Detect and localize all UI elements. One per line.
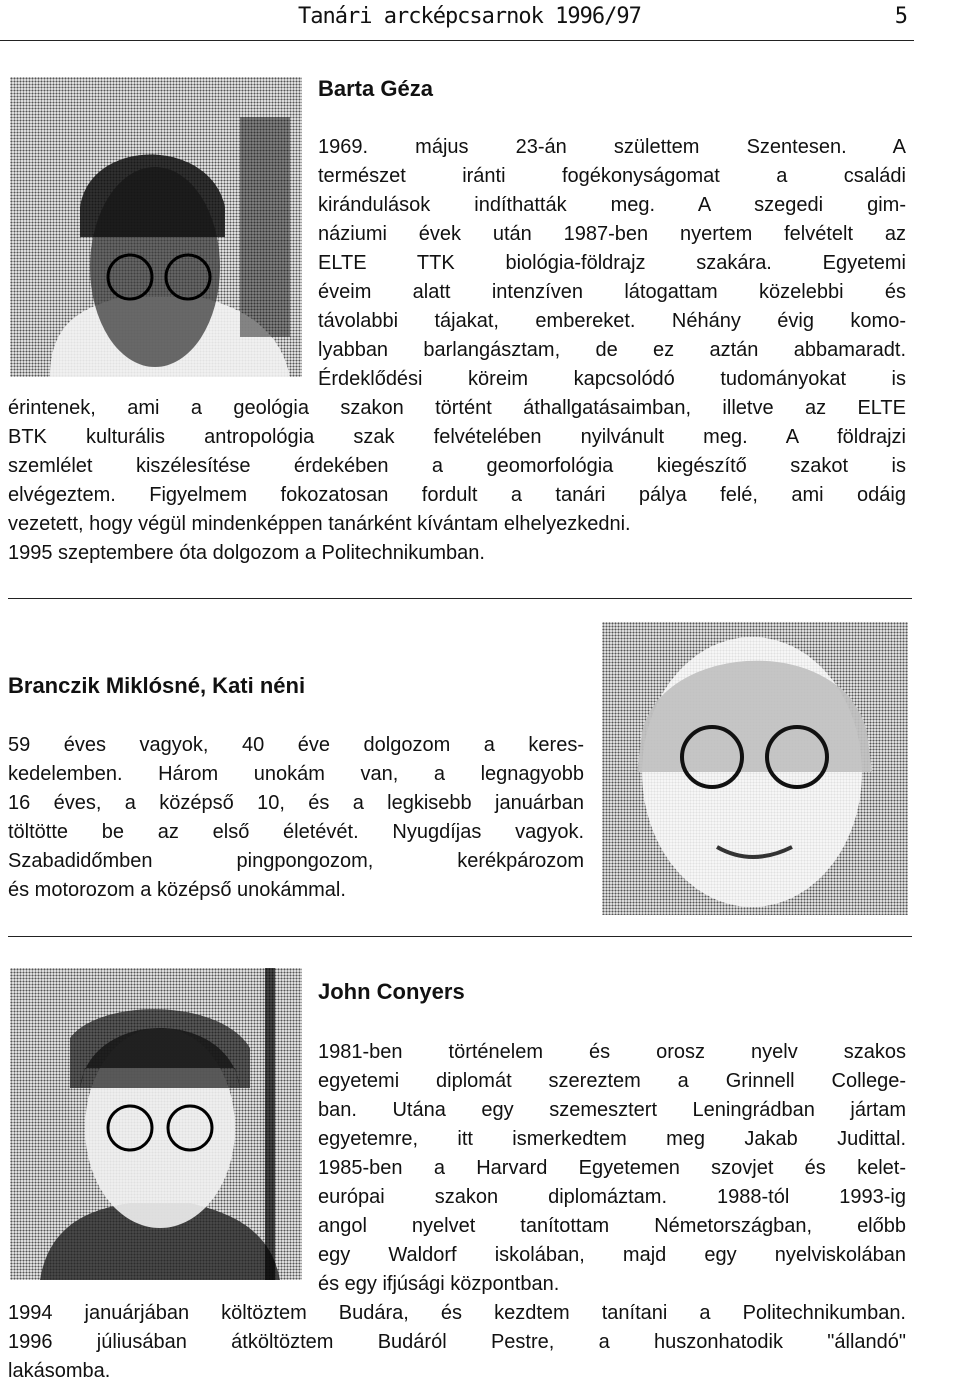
text-line: 16 éves, a középső 10, és a legkisebb januárban	[8, 792, 584, 814]
text-line: 1994 januárjában költöztem Budára, és kezdtem tanítani a Politechnikumban.	[8, 1302, 906, 1324]
text-line: ELTE TTK biológia-földrajz szakára. Egyetemi	[318, 252, 906, 274]
text-line: egy Waldorf iskolában, majd egy nyelviskolában	[318, 1244, 906, 1266]
section-name-branczik: Branczik Miklósné, Kati néni	[8, 673, 306, 698]
section-divider	[8, 598, 912, 599]
text-line: vezetett, hogy végül mindenképpen tanárként kívántam elhelyezkedni.	[8, 513, 631, 535]
text-line: 1969. május 23-án születtem Szentesen. A	[318, 136, 906, 158]
section-name-john-conyers: John Conyers	[318, 979, 465, 1004]
text-line: töltötte be az első életévét. Nyugdíjas vagyok.	[8, 821, 584, 843]
text-line: Érdeklődési köreim kapcsolódó tudományokat is	[318, 368, 906, 390]
running-header-title: Tanári arcképcsarnok 1996/97	[298, 4, 641, 29]
text-line: európai szakon diplomáztam. 1988-tól 1993-ig	[318, 1186, 906, 1208]
text-line: 59 éves vagyok, 40 éve dolgozom a keres-	[8, 734, 584, 756]
john-conyers-portrait-photo	[10, 968, 302, 1280]
text-line: egyetemre, itt ismerkedtem meg Jakab Judittal.	[318, 1128, 906, 1150]
text-line: 1981-ben történelem és orosz nyelv szakos	[318, 1041, 906, 1063]
text-line: és motorozom a középső unokámmal.	[8, 879, 346, 901]
portrait-silhouette	[10, 77, 302, 377]
section-name-barta-geza: Barta Géza	[318, 76, 433, 101]
text-line: és egy ifjúsági központban.	[318, 1273, 560, 1295]
text-line: kedelemben. Három unokám van, a legnagyobb	[8, 763, 584, 785]
text-line: távolabbi tájakat, embereket. Néhány évig komo-	[318, 310, 906, 332]
branczik-portrait-photo	[602, 622, 908, 915]
text-line: náziumi évek után 1987-ben nyertem felvételt az	[318, 223, 906, 245]
text-line: szemlélet kiszélesítése érdekében a geomorfológia kiegészítő szakot is	[8, 455, 906, 477]
portrait-silhouette	[602, 622, 908, 915]
text-line: éveim alatt intenzíven látogattam közelebbi és	[318, 281, 906, 303]
text-line: lakásomba.	[8, 1360, 111, 1382]
text-line: BTK kulturális antropológia szak felvételében nyilvánult meg. A földrajzi	[8, 426, 906, 448]
text-line: érintenek, ami a geológia szakon történt áthallgatásaimban, illetve az ELTE	[8, 397, 906, 419]
portrait-silhouette	[10, 968, 302, 1280]
text-line: Szabadidőmben pingpongozom, kerékpározom	[8, 850, 584, 872]
barta-geza-portrait-photo	[10, 77, 302, 377]
text-line: 1995 szeptembere óta dolgozom a Politechnikumban.	[8, 542, 485, 564]
text-line: 1996 júliusában átköltöztem Budáról Pestre, a huszonhatodik "állandó"	[8, 1331, 906, 1353]
text-line: ban. Utána egy szemesztert Leningrádban jártam	[318, 1099, 906, 1121]
text-line: angol nyelvet tanítottam Németországban, előbb	[318, 1215, 906, 1237]
text-line: lyabban barlangásztam, de ez aztán abbamaradt.	[318, 339, 906, 361]
page-number: 5	[894, 4, 908, 29]
text-line: természet iránti fogékonyságomat a családi	[318, 165, 906, 187]
header-rule	[0, 40, 914, 41]
text-line: egyetemi diplomát szereztem a Grinnell College-	[318, 1070, 906, 1092]
section-divider	[8, 936, 912, 937]
text-line: kirándulások indíthatták meg. A szegedi gim-	[318, 194, 906, 216]
text-line: elvégeztem. Figyelmem fokozatosan fordult a tanári pálya felé, ami odáig	[8, 484, 906, 506]
text-line: 1985-ben a Harvard Egyetemen szovjet és kelet-	[318, 1157, 906, 1179]
